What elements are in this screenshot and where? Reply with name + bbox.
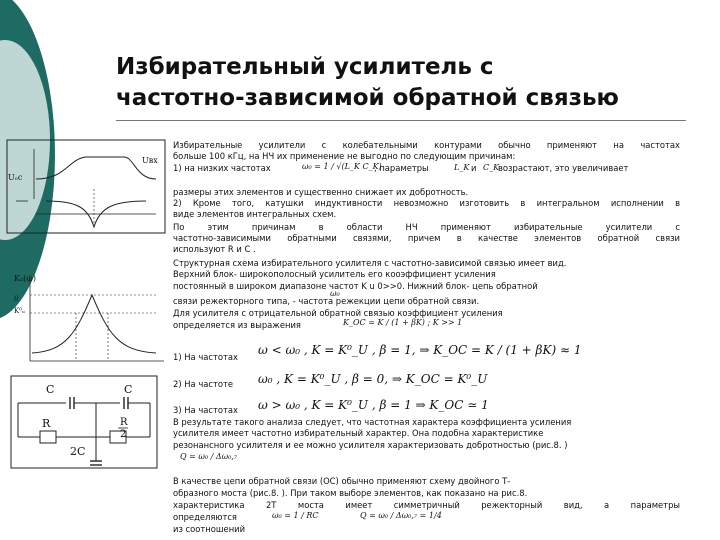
- formula-omega0-rc: ω₀ = 1 / RC: [272, 511, 319, 520]
- body-line: В качестве цепи обратной связи (ОС) обычно применяют схему двойного Т-: [173, 476, 511, 486]
- formula-case-1: ω < ω₀ , K = K⁰_U , β = 1, ⇒ K_OC = K / (1 + βK) ≈ 1: [258, 343, 582, 357]
- body-span: , параметры: [374, 163, 429, 173]
- title-line-2: частотно-зависимой обратной связью: [116, 85, 619, 111]
- label-uoc: Uₒc: [8, 173, 23, 182]
- label-c-right: C: [124, 383, 133, 396]
- body-line: виде элементов интегральных схем.: [173, 209, 337, 219]
- label-2c: 2C: [70, 445, 86, 458]
- body-line: размеры этих элементов и существенно снижает их добротность.: [173, 187, 469, 197]
- label-zero: 0: [14, 295, 19, 303]
- body-line: определяется из выражения: [173, 320, 301, 330]
- label-r-left: R: [42, 417, 51, 430]
- label-ku0: K⁰ᵤ: [14, 307, 25, 315]
- body-line: связи режекторного типа, - частота режекции цепи обратной связи.: [173, 296, 480, 306]
- title-divider: [116, 120, 686, 121]
- formula-case-2: ω₀ , K = K⁰_U , β = 0, ⇒ K_OC = K⁰_U: [258, 372, 488, 386]
- formula-lk: L_K: [454, 163, 470, 172]
- body-span: возрастают, это увеличивает: [498, 163, 629, 173]
- formula-case-3: ω > ω₀ , K = K⁰_U , β = 1 ⇒ K_OC ≃ 1: [258, 398, 489, 412]
- formula-koc: K_OC = K / (1 + βK) ; K >> 1: [343, 318, 463, 327]
- formula-q: Q = ω₀ / Δω₀,₇: [180, 452, 238, 461]
- formula-ck: C_K: [483, 163, 500, 172]
- body-line: усилителя имеет частотно избирательный характер. Она подобна характеристике: [173, 428, 544, 438]
- formula-omega0-lc: ω₀ = 1 / √(L_K C_K): [302, 162, 382, 171]
- body-line: резонансного усилителя и ее можно усилителя характеризовать добротностью (рис.8. ): [173, 440, 568, 450]
- body-line: используют R и C .: [173, 244, 256, 254]
- body-line: постоянный в широком диапазоне частот K u 0>>0. Нижний блок- цепь обратной: [173, 281, 538, 291]
- slide-title: [116, 52, 696, 114]
- formula-q-quarter: Q = ω₀ / Δω₀,₇ = 1/4: [360, 511, 442, 520]
- body-line: характеристика 2Т моста имеет симметричный режекторный вид, а параметры: [173, 500, 680, 510]
- body-line: образного моста (рис.8. ). При таком выборе элементов, как показано на рис.8.: [173, 488, 528, 498]
- body-line: Верхний блок- широкополосный усилитель его кооэффициент усиления: [173, 269, 496, 279]
- figure-gain-curve: [6, 271, 166, 364]
- body-span: и: [471, 163, 477, 173]
- body-span: 1) на низких частотах: [173, 163, 271, 173]
- body-line: 2) На частоте: [173, 379, 234, 389]
- figure-frequency-response: [6, 139, 166, 234]
- figure-twin-t-circuit: [10, 375, 158, 469]
- body-line: В результате такого анализа следует, что частотная характера коэффициента усиления: [173, 417, 572, 427]
- title-line-1: Избирательный усилитель с: [116, 54, 494, 80]
- body-line: больше 100 кГц, на НЧ их применение не выгодно по следующим причинам:: [173, 151, 516, 161]
- body-line: Структурная схема избирательного усилителя с частотно-зависимой связью имеет вид.: [173, 258, 567, 268]
- label-r-over-2-top: R: [120, 417, 128, 428]
- body-line: По этим причинам в области НЧ применяют избирательные усилители с: [173, 222, 680, 232]
- body-line: 2) Кроме того, катушки индуктивности невозможно изготовить в интегральном исполнении в: [173, 198, 680, 208]
- body-line: Для усилителя с отрицательной обратной связью коэффициент усиления: [173, 308, 503, 318]
- formula-omega0-label: ω₀: [330, 289, 340, 298]
- label-ku: Kᵤ(ω): [14, 274, 36, 283]
- body-line: из соотношений: [173, 524, 246, 534]
- body-line: определяются: [173, 512, 237, 522]
- body-line: 3) На частотах: [173, 405, 239, 415]
- label-uvx: Uвх: [142, 156, 158, 165]
- body-line: Избирательные усилители с колебательными контурами обычно применяют на частотах: [173, 140, 680, 150]
- body-line: частотно-зависимыми обратными связями, причем в качестве элементов обратной связи: [173, 233, 680, 243]
- label-r-over-2-bottom: 2: [120, 429, 127, 440]
- body-line: 1) На частотах: [173, 352, 239, 362]
- label-c-left: C: [46, 383, 55, 396]
